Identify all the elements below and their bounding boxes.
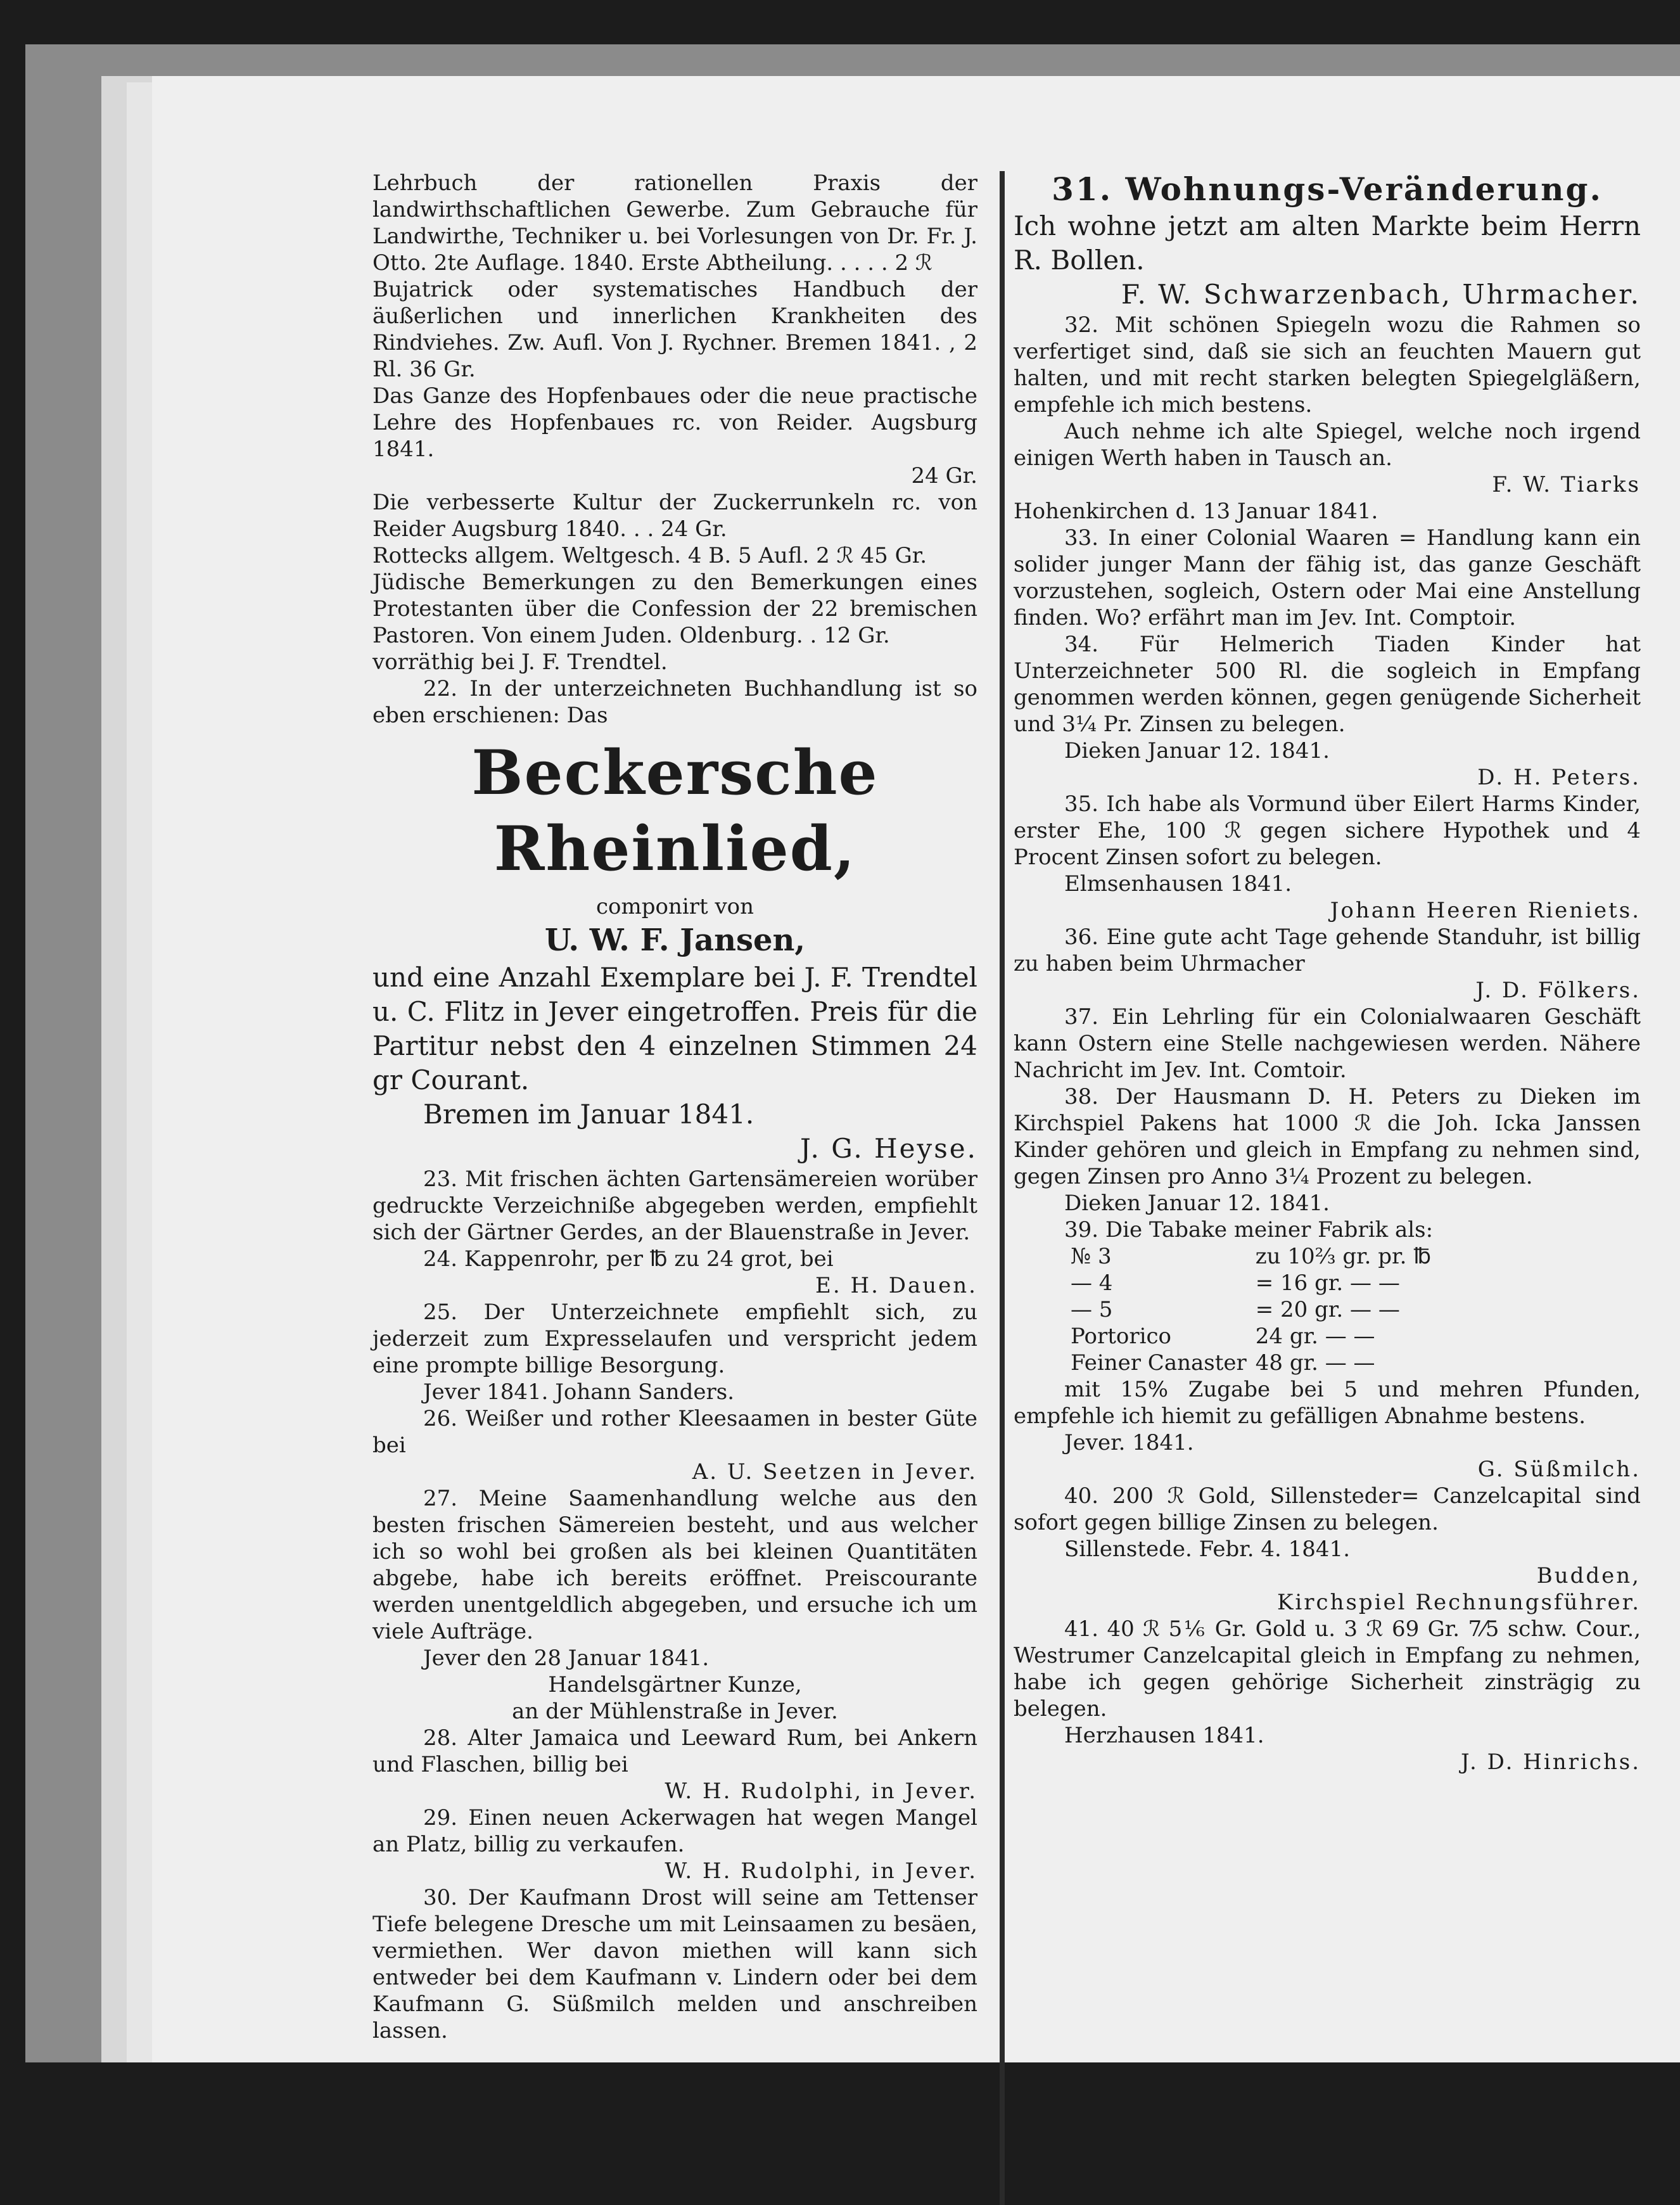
right-paragraph: Dieken Januar 12. 1841. bbox=[1064, 1191, 1330, 1216]
right-paragraph: Ich wohne jetzt am alten Markte beim Herrn R. Bollen. bbox=[1014, 210, 1641, 276]
left-paragraph: Rottecks allgem. Weltgesch. 4 B. 5 Aufl. 2 ℛ 45 Gr. bbox=[372, 543, 927, 568]
left-column bbox=[372, 170, 977, 2044]
left-paragraph: 28. Alter Jamaica und Leeward Rum, bei Ankern und Flaschen, billig bei bbox=[372, 1725, 977, 1777]
tobacco-price: = 20 gr. — — bbox=[1255, 1297, 1400, 1322]
right-paragraph: 35. Ich habe als Vormund über Eilert Harms Kinder, erster Ehe, 100 ℛ gegen sichere Hypothek und 4 Procent Zinsen sofort zu belegen. bbox=[1014, 791, 1641, 870]
left-paragraph: vorräthig bei J. F. Trendtel. bbox=[372, 649, 668, 675]
left-paragraph: E. H. Dauen. bbox=[815, 1273, 977, 1298]
right-paragraph: 32. Mit schönen Spiegeln wozu die Rahmen so verfertiget sind, daß sie sich an feuchten Mauern gut halten, und mit recht starken belegten Spiegelgläßern, empfehle ich mich bestens. bbox=[1014, 312, 1641, 418]
left-paragraph: Bremen im Januar 1841. bbox=[423, 1099, 754, 1130]
column-rule bbox=[1000, 171, 1005, 2205]
right2-paragraph: Budden, bbox=[1536, 1563, 1641, 1588]
right2-paragraph: Herzhausen 1841. bbox=[1064, 1723, 1264, 1748]
left-paragraph: Das Ganze des Hopfenbaues oder die neue practische Lehre des Hopfenbaues rc. von Reider. Augsburg 1841. bbox=[372, 383, 977, 462]
tobacco-row bbox=[1071, 1243, 1440, 1270]
left-paragraph: 22. In der unterzeichneten Buchhandlung ist so eben erschienen: Das bbox=[372, 676, 977, 728]
right2-paragraph: Jever. 1841. bbox=[1064, 1430, 1194, 1455]
left-paragraph: 29. Einen neuen Ackerwagen hat wegen Mangel an Platz, billig zu verkaufen. bbox=[372, 1805, 977, 1857]
left-paragraph: 24. Kappenrohr, per ℔ zu 24 grot, bei bbox=[423, 1246, 834, 1272]
left-paragraph: Jever 1841. Johann Sanders. bbox=[423, 1379, 735, 1405]
right2-paragraph: J. D. Hinrichs. bbox=[1460, 1749, 1641, 1775]
right2-paragraph: Kirchspiel Rechnungsführer. bbox=[1277, 1590, 1641, 1615]
right-paragraph: 37. Ein Lehrling für ein Colonialwaaren Geschäft kann Ostern eine Stelle nachgewiesen werden. Nähere Nachricht im Jev. Int. Comtoir. bbox=[1014, 1004, 1641, 1083]
tobacco-sort: № 3 bbox=[1071, 1244, 1112, 1269]
tobacco-row bbox=[1071, 1350, 1440, 1376]
left-paragraph: und eine Anzahl Exemplare bei J. F. Trendtel u. C. Flitz in Jever eingetroffen. Preis für die Partitur nebst den 4 einzelnen Stimmen 24 gr Courant. bbox=[372, 962, 977, 1096]
left-paragraph: Jüdische Bemerkungen zu den Bemerkungen eines Protestanten über die Confession der 22 bremischen Pastoren. Von einem Juden. Oldenburg. . 12 Gr. bbox=[372, 570, 977, 648]
tobacco-row bbox=[1071, 1323, 1440, 1350]
right-paragraph: F. W. Tiarks bbox=[1492, 472, 1641, 497]
left-paragraph: U. W. F. Jansen, bbox=[544, 923, 806, 958]
left-paragraph: A. U. Seetzen in Jever. bbox=[692, 1459, 977, 1485]
left-paragraph: 30. Der Kaufmann Drost will seine am Tettenser Tiefe belegene Dresche um mit Leinsaamen zu besäen, vermiethen. Wer davon miethen will kann sich entweder bei dem Kaufmann v. Lindern oder bei dem Kaufmann G. Süßmilch melden und anschreiben lassen. bbox=[372, 1885, 977, 2043]
left-paragraph: componirt von bbox=[595, 894, 754, 919]
tobacco-price: 48 gr. — — bbox=[1255, 1350, 1375, 1376]
left-paragraph: 24 Gr. bbox=[911, 463, 977, 489]
left-paragraph: Bujatrick oder systematisches Handbuch der äußerlichen und innerlichen Krankheiten des Rindviehes. Zw. Aufl. Von J. Rychner. Bremen 1841. , 2 Rl. 36 Gr. bbox=[372, 277, 977, 382]
right2-paragraph: 41. 40 ℛ 5⅙ Gr. Gold u. 3 ℛ 69 Gr. 7⁄5 schw. Cour., Westrumer Canzelcapital gleich in Empfang zu nehmen, habe ich gegen gehörige Sicherheit zinsträgig zu belegen. bbox=[1014, 1616, 1641, 1722]
right-paragraph: Dieken Januar 12. 1841. bbox=[1064, 738, 1330, 764]
left-paragraph: an der Mühlenstraße in Jever. bbox=[512, 1699, 838, 1724]
tobacco-sort: — 4 bbox=[1071, 1270, 1113, 1296]
left-paragraph: 25. Der Unterzeichnete empfiehlt sich, zu jederzeit zum Expresselaufen und verspricht jedem eine prompte billige Besorgung. bbox=[372, 1300, 977, 1378]
left-paragraph: W. H. Rudolphi, in Jever. bbox=[665, 1858, 977, 1884]
left-paragraph: Lehrbuch der rationellen Praxis der landwirthschaftlichen Gewerbe. Zum Gebrauche für Landwirthe, Techniker u. bei Vorlesungen von Dr. Fr. J. Otto. 2te Auflage. 1840. Erste Abtheilung. . . . . 2 ℛ bbox=[372, 170, 977, 276]
left-paragraph: Handelsgärtner Kunze, bbox=[548, 1672, 802, 1697]
right-paragraph: Elmsenhausen 1841. bbox=[1064, 871, 1292, 897]
left-paragraph: 23. Mit frischen ächten Gartensämereien worüber gedruckte Verzeichniße abgegeben werden, empfiehlt sich der Gärtner Gerdes, an der Blauenstraße in Jever. bbox=[372, 1166, 977, 1245]
tobacco-sort: — 5 bbox=[1071, 1297, 1113, 1322]
right2-paragraph: mit 15% Zugabe bei 5 und mehren Pfunden, empfehle ich hiemit zu gefälligen Abnahme bestens. bbox=[1014, 1377, 1641, 1429]
tobacco-sort: Feiner Canaster bbox=[1071, 1350, 1247, 1376]
right-paragraph: Johann Heeren Rieniets. bbox=[1330, 898, 1641, 923]
right-paragraph: J. D. Fölkers. bbox=[1475, 978, 1641, 1003]
right-paragraph: Hohenkirchen d. 13 Januar 1841. bbox=[1014, 499, 1378, 524]
left-paragraph: Die verbesserte Kultur der Zuckerrunkeln rc. von Reider Augsburg 1840. . . 24 Gr. bbox=[372, 490, 977, 542]
right-paragraph: 31. Wohnungs-Veränderung. bbox=[1052, 170, 1603, 208]
right-paragraph: 39. Die Tabake meiner Fabrik als: bbox=[1064, 1217, 1434, 1243]
right2-paragraph: 40. 200 ℛ Gold, Sillensteder= Canzelcapital sind sofort gegen billige Zinsen zu belegen. bbox=[1014, 1483, 1641, 1535]
tobacco-price-table bbox=[1071, 1243, 1440, 1376]
tobacco-price: = 16 gr. — — bbox=[1255, 1270, 1400, 1296]
right-column-part-2 bbox=[1014, 1376, 1641, 1775]
right2-paragraph: Sillenstede. Febr. 4. 1841. bbox=[1064, 1537, 1350, 1562]
left-paragraph: Jever den 28 Januar 1841. bbox=[423, 1646, 710, 1671]
tobacco-price: zu 10⅔ gr. pr. ℔ bbox=[1255, 1244, 1431, 1269]
right-column-part-1 bbox=[1014, 170, 1641, 1243]
tobacco-sort: Portorico bbox=[1071, 1324, 1171, 1349]
tobacco-price: 24 gr. — — bbox=[1255, 1324, 1375, 1349]
left-paragraph: Beckersche Rheinlied, bbox=[471, 737, 879, 885]
right-column bbox=[1014, 170, 1641, 1775]
left-paragraph: J. G. Heyse. bbox=[799, 1133, 977, 1164]
left-paragraph: 26. Weißer und rother Kleesaamen in bester Güte bei bbox=[372, 1406, 977, 1458]
right-paragraph: 36. Eine gute acht Tage gehende Standuhr, ist billig zu haben beim Uhrmacher bbox=[1014, 924, 1641, 976]
right-paragraph: 38. Der Hausmann D. H. Peters zu Dieken im Kirchspiel Pakens hat 1000 ℛ die Joh. Icka Janssen Kinder gehören und gleich in Empfang zu nehmen sind, gegen Zinsen pro Anno 3¼ Prozent zu belegen. bbox=[1014, 1084, 1641, 1189]
right-paragraph: 34. Für Helmerich Tiaden Kinder hat Unterzeichneter 500 Rl. die sogleich in Empfang genommen werden können, gegen genügende Sicherheit und 3¼ Pr. Zinsen zu belegen. bbox=[1014, 632, 1641, 737]
right-paragraph: D. H. Peters. bbox=[1477, 765, 1641, 790]
left-paragraph: W. H. Rudolphi, in Jever. bbox=[665, 1779, 977, 1804]
right-paragraph: 33. In einer Colonial Waaren = Handlung kann ein solider junger Mann der fähig ist, das ganze Geschäft vorzustehen, sogleich, Ostern oder Mai eine Anstellung finden. Wo? erfährt man im Jev. Int. Comptoir. bbox=[1014, 525, 1641, 630]
right-paragraph: F. W. Schwarzenbach, Uhrmacher. bbox=[1121, 279, 1641, 310]
right-paragraph: Auch nehme ich alte Spiegel, welche noch irgend einigen Werth haben in Tausch an. bbox=[1014, 419, 1641, 471]
right2-paragraph: G. Süßmilch. bbox=[1477, 1457, 1641, 1482]
tobacco-row bbox=[1071, 1296, 1440, 1323]
left-paragraph: 27. Meine Saamenhandlung welche aus den besten frischen Sämereien besteht, und aus welcher ich so wohl bei großen als bei kleinen Quantitäten abgebe, habe ich bereits eröffnet. Preiscourante werden unentgeldlich abgegeben, und ersuche ich um viele Aufträge. bbox=[372, 1486, 977, 1644]
tobacco-row bbox=[1071, 1270, 1440, 1296]
